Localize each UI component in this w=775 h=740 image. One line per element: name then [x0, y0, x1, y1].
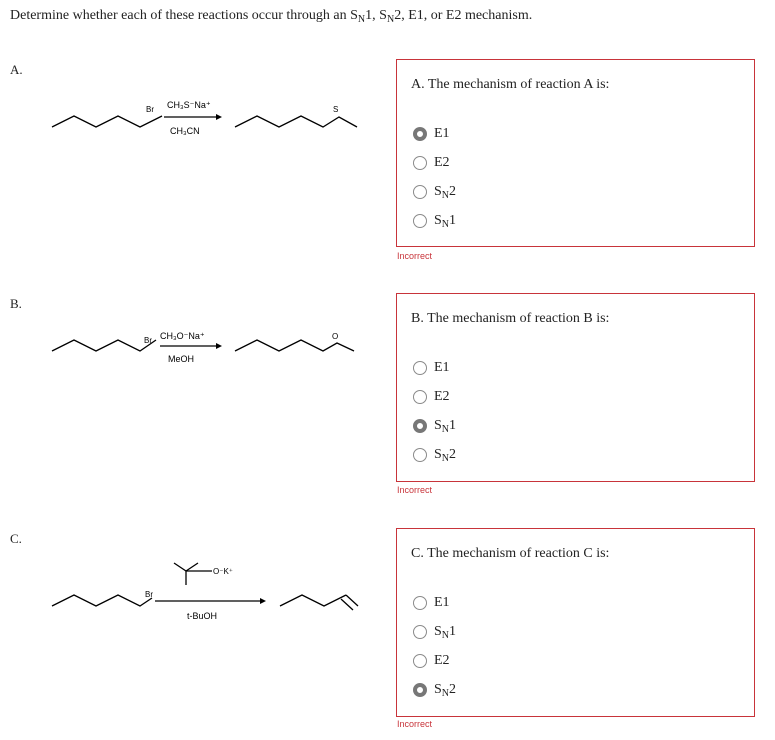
radio-button[interactable]: [413, 596, 427, 610]
arrow-head: [260, 598, 266, 604]
radio-button[interactable]: [413, 683, 427, 697]
radio-button[interactable]: [413, 625, 427, 639]
option-label: E1: [434, 359, 450, 375]
status-c: Incorrect: [397, 719, 433, 729]
base-structure: [174, 563, 198, 571]
leaving-group-label: Br: [144, 336, 152, 345]
answer-box-b: [396, 293, 755, 482]
option-label: $S_N1$: [434, 417, 457, 435]
prompt: [10, 8, 532, 24]
radio-button[interactable]: [413, 448, 427, 462]
reagent-bottom: t-BuOH: [187, 611, 218, 621]
reaction-b-drawing: [40, 320, 380, 380]
reactant-chain: [52, 595, 152, 606]
option-label: E2: [434, 388, 450, 404]
option-b-2[interactable]: [413, 382, 456, 411]
prompt-sub-2: N: [386, 14, 395, 25]
option-b-4[interactable]: [413, 440, 456, 469]
radio-button[interactable]: [413, 156, 427, 170]
reagent-bottom: CH₃CN: [170, 126, 200, 136]
question-letter-a: A.: [10, 62, 23, 77]
radio-button[interactable]: [413, 185, 427, 199]
product-chain: [235, 340, 354, 351]
option-a-1[interactable]: [413, 119, 456, 148]
radio-button[interactable]: [413, 214, 427, 228]
product-atom: O: [332, 332, 339, 341]
options-c: [413, 588, 456, 704]
reagent-bottom: MeOH: [168, 354, 195, 364]
reactant-chain: [52, 116, 162, 127]
radio-button[interactable]: [413, 361, 427, 375]
product-chain: [280, 595, 346, 606]
option-label: $S_N2$: [434, 446, 457, 464]
question-letter-b: B.: [10, 296, 22, 311]
radio-button[interactable]: [413, 654, 427, 668]
reagent-top: CH₃O⁻Na⁺: [160, 331, 205, 341]
product-atom: S: [333, 105, 339, 114]
question-title-b: B. The mechanism of reaction B is:: [411, 311, 610, 326]
radio-button[interactable]: [413, 127, 427, 141]
prompt-text: Determine whether each of these reactions occur through an S: [10, 8, 358, 23]
double-bond-line-2: [341, 599, 353, 610]
radio-button[interactable]: [413, 419, 427, 433]
reaction-c-drawing: [40, 545, 380, 635]
radio-button[interactable]: [413, 390, 427, 404]
product-chain: [235, 116, 357, 127]
prompt-text-2: 1, S: [365, 8, 387, 23]
answer-box-c: [396, 528, 755, 717]
question-title-a: A. The mechanism of reaction A is:: [411, 77, 610, 92]
option-a-3[interactable]: [413, 177, 456, 206]
status-b: Incorrect: [397, 485, 433, 495]
prompt-text-3: 2, E1, or E2 mechanism.: [394, 8, 533, 23]
option-a-4[interactable]: [413, 206, 456, 235]
option-b-3[interactable]: [413, 411, 456, 440]
option-label: $S_N2$: [434, 681, 457, 699]
reaction-scheme-a: [40, 90, 380, 240]
option-label: E2: [434, 154, 450, 170]
option-label: E1: [434, 125, 450, 141]
option-label: $S_N1$: [434, 623, 457, 641]
leaving-group-label: Br: [146, 105, 154, 114]
option-c-3[interactable]: [413, 646, 456, 675]
status-a: Incorrect: [397, 251, 433, 261]
option-label: $S_N1$: [434, 212, 457, 230]
option-c-4[interactable]: [413, 675, 456, 704]
option-label: E1: [434, 594, 450, 610]
options-b: [413, 353, 456, 469]
option-c-2[interactable]: [413, 617, 456, 646]
base-label: O⁻K⁺: [213, 567, 234, 576]
reaction-a-drawing: [40, 90, 380, 150]
prompt-sub: N: [357, 14, 366, 25]
option-label: E2: [434, 652, 450, 668]
reagent-top: CH₃S⁻Na⁺: [167, 100, 211, 110]
leaving-group-label: Br: [145, 590, 153, 599]
arrow-head: [216, 114, 222, 120]
double-bond-line-1: [346, 595, 358, 606]
question-letter-c: C.: [10, 531, 22, 546]
option-c-1[interactable]: [413, 588, 456, 617]
reaction-scheme-b: [40, 320, 380, 470]
option-label: $S_N2$: [434, 183, 457, 201]
question-title-c: C. The mechanism of reaction C is:: [411, 546, 610, 561]
option-a-2[interactable]: [413, 148, 456, 177]
options-a: [413, 119, 456, 235]
reactant-chain: [52, 340, 156, 351]
reaction-scheme-c: [40, 545, 380, 695]
answer-box-a: [396, 59, 755, 247]
arrow-head: [216, 343, 222, 349]
option-b-1[interactable]: [413, 353, 456, 382]
